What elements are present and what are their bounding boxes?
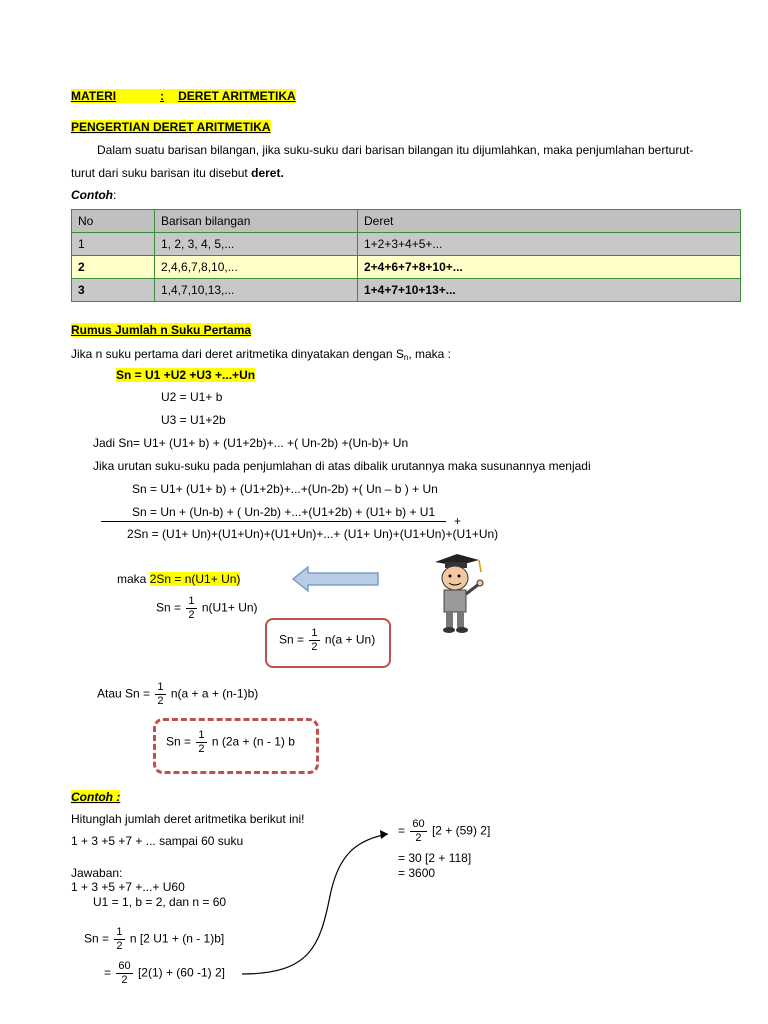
sn-half-formula: Sn = $\frac{1}{2}$ n(U1+ Un) xyxy=(156,595,258,621)
table-cell: 1,4,7,10,13,... xyxy=(155,279,358,302)
table-cell: 1+4+7+10+13+... xyxy=(358,279,741,302)
u2-line: U2 = U1+ b xyxy=(161,390,223,404)
series-text: 1 + 3 +5 +7 + ... sampai 60 suku xyxy=(71,834,244,848)
paragraph-line1: Dalam suatu barisan bilangan, jika suku-suku dari barisan bilangan itu dijumlahkan, maka penjumlahan berturut- xyxy=(97,143,694,157)
graduate-cartoon-icon xyxy=(427,552,487,634)
result-line3: = 3600 xyxy=(398,866,436,880)
box1-formula: Sn = $\frac{1}{2}$ n(a + Un) xyxy=(279,627,376,653)
reverse-text: Jika urutan suku-suku pada penjumlahan di atas dibalik urutannya maka susunannya menjadi xyxy=(93,459,591,473)
givens-text: U1 = 1, b = 2, dan n = 60 xyxy=(93,895,227,909)
section2-heading: Rumus Jumlah n Suku Pertama xyxy=(71,323,252,337)
u3-line: U3 = U1+2b xyxy=(161,413,226,427)
fraction-sixty-half: $\frac{60}{2}$ xyxy=(412,818,425,844)
table-cell: 1, 2, 3, 4, 5,... xyxy=(155,233,358,256)
result-line2: = 30 [2 + 118] xyxy=(398,851,472,865)
fraction-half: $\frac{1}{2}$ xyxy=(311,627,318,653)
box2-formula: Sn = $\frac{1}{2}$ n (2a + (n - 1) b xyxy=(166,729,295,755)
example-table xyxy=(71,209,741,302)
sum-divider xyxy=(101,521,446,522)
jawaban-label: Jawaban: xyxy=(71,866,123,880)
table-cell: 2,4,6,7,8,10,... xyxy=(155,256,358,279)
section1-heading: PENGERTIAN DERET ARITMETIKA xyxy=(71,120,271,134)
table-cell: 3 xyxy=(72,279,155,302)
answer-series: 1 + 3 +5 +7 +...+ U60 xyxy=(71,880,185,894)
sum-line3: 2Sn = (U1+ Un)+(U1+Un)+(U1+Un)+...+ (U1+ Un)+(U1+Un)+(U1+Un) xyxy=(127,527,499,541)
result-line1: = $\frac{60}{2}$ [2 + (59) 2] xyxy=(398,818,491,844)
table-row xyxy=(72,233,741,256)
intro-line: Jika n suku pertama dari deret aritmetika dinyatakan dengan $S_n$, maka : xyxy=(71,347,451,362)
table-row xyxy=(72,279,741,302)
fraction-half: $\frac{1}{2}$ xyxy=(188,595,195,621)
fraction-half: $\frac{1}{2}$ xyxy=(198,729,205,755)
table-cell: 1+2+3+4+5+... xyxy=(358,233,741,256)
fraction-sixty-half: $\frac{60}{2}$ xyxy=(118,960,131,986)
left-arrow-icon xyxy=(292,566,382,592)
table-header: Deret xyxy=(358,210,741,233)
sum-line1: Sn = U1+ (U1+ b) + (U1+2b)+...+(Un-2b) +( Un – b ) + Un xyxy=(132,482,438,496)
table-row xyxy=(72,256,741,279)
paragraph-line2: turut dari suku barisan itu disebut deret. xyxy=(71,166,284,180)
fraction-half: $\frac{1}{2}$ xyxy=(116,926,123,952)
contoh1-label: Contoh: xyxy=(71,188,117,202)
atau-formula: Atau Sn = $\frac{1}{2}$ n(a + a + (n-1)b) xyxy=(97,681,259,707)
table-cell: 1 xyxy=(72,233,155,256)
title-label: MATERI : DERET ARITMETIKA xyxy=(71,89,296,103)
plus-sign: + xyxy=(454,514,462,528)
sn-definition: Sn = U1 +U2 +U3 +...+Un xyxy=(116,368,256,382)
step-line: = $\frac{60}{2}$ [2(1) + (60 -1) 2] xyxy=(104,960,225,986)
maka-line: maka 2Sn = n(U1+ Un) xyxy=(117,572,241,586)
contoh2-heading: Contoh : xyxy=(71,790,121,804)
sum-line2: Sn = Un + (Un-b) + ( Un-2b) +...+(U1+2b) + (U1+ b) + U1 xyxy=(132,505,436,519)
table-header: Barisan bilangan xyxy=(155,210,358,233)
curved-arrow-icon xyxy=(240,826,400,986)
sn-calc-line: Sn = $\frac{1}{2}$ n [2 U1 + (n - 1)b] xyxy=(84,926,225,952)
table-header-row xyxy=(72,210,741,233)
table-cell: 2+4+6+7+8+10+... xyxy=(358,256,741,279)
table-cell: 2 xyxy=(72,256,155,279)
fraction-half: $\frac{1}{2}$ xyxy=(157,681,164,707)
jadi-line: Jadi Sn= U1+ (U1+ b) + (U1+2b)+... +( Un-2b) +(Un-b)+ Un xyxy=(93,436,409,450)
question-text: Hitunglah jumlah deret aritmetika berikut ini! xyxy=(71,812,305,826)
table-header: No xyxy=(72,210,155,233)
